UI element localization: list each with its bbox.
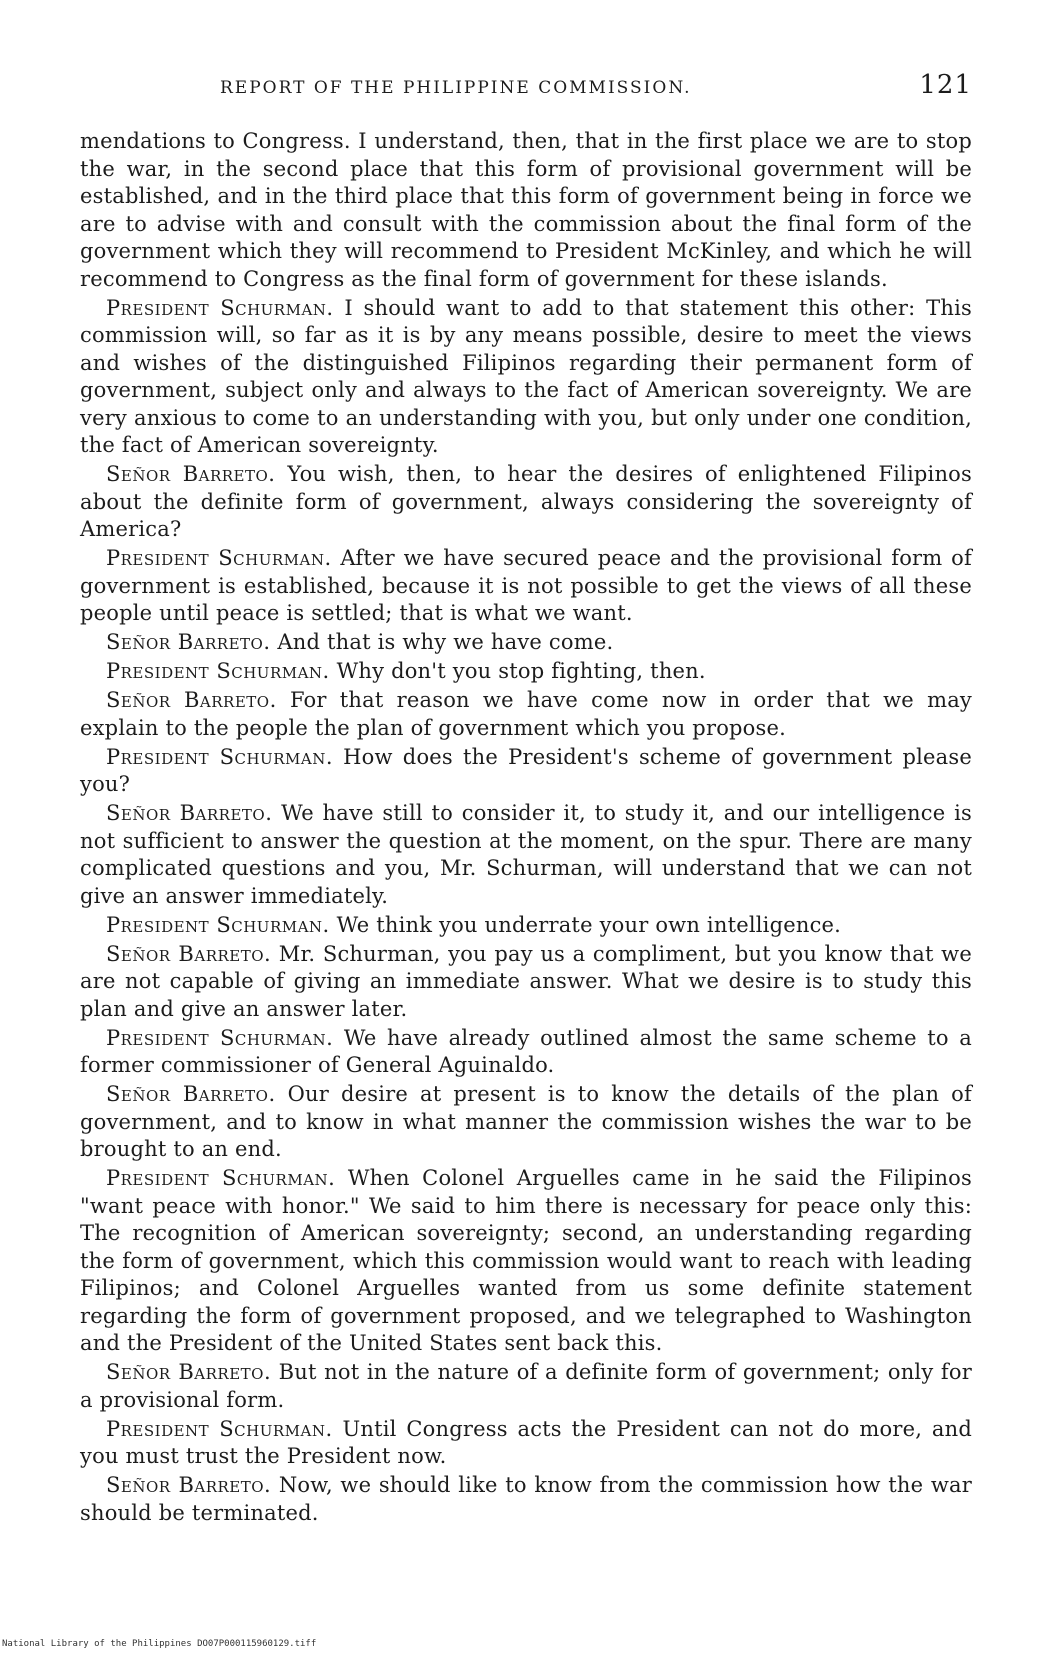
- paragraph: [80, 128, 972, 293]
- page-header: [80, 70, 972, 110]
- paragraph: [80, 1165, 972, 1358]
- speaker-name: President Schurman.: [106, 1025, 334, 1050]
- paragraph-text: We have already outlined almost the same scheme to a former commissioner of General Aguinaldo.: [80, 1025, 972, 1077]
- speaker-name: Señor Barreto.: [106, 1082, 276, 1106]
- scan-label: National Library of the Philippines DO07P000115960129.tiff: [2, 1639, 317, 1649]
- paragraph: [80, 800, 972, 910]
- paragraph: [80, 744, 972, 799]
- paragraph: [80, 1081, 972, 1164]
- page-number: 121: [919, 70, 972, 100]
- paragraph-text: We have still to consider it, to study it, and our intelligence is not sufficient to answer the question at the moment, on the spur. There are many complicated questions and you, Mr. Schurman, will understand that we can not give an answer immediately.: [80, 801, 972, 908]
- paragraph-text: And that is why we have come.: [277, 630, 614, 654]
- paragraph: [80, 461, 972, 544]
- speaker-name: President Schurman.: [106, 295, 334, 320]
- paragraph-text: But not in the nature of a definite form of government; only for a provisional form.: [80, 1360, 972, 1412]
- paragraph-text: Our desire at present is to know the details of the plan of government, and to know in what manner the commission wishes the war to be brought to an end.: [80, 1082, 972, 1161]
- paragraph: [80, 1025, 972, 1080]
- speaker-name: President Schurman.: [106, 1166, 336, 1190]
- paragraph: [80, 941, 972, 1024]
- speaker-name: President Schurman.: [106, 659, 330, 683]
- paragraph-text: Why don't you stop fighting, then.: [336, 659, 706, 683]
- speaker-name: Señor Barreto.: [106, 801, 273, 825]
- speaker-name: President Schurman.: [106, 912, 330, 937]
- paragraph: [80, 658, 972, 686]
- speaker-name: Señor Barreto.: [106, 688, 277, 712]
- running-head: REPORT OF THE PHILIPPINE COMMISSION.: [220, 78, 692, 98]
- paragraph-text: When Colonel Arguelles came in he said the Filipinos "want peace with honor." We said to him there is necessary for peace only this: The recognition of American sovereignty; second, an understanding regarding the form of government, which this commission would want to reach with leading Filipinos; and Colonel Arguelles wanted from us some definite statement regarding the form of government proposed, and we telegraphed to Washington and the President of the United States sent back this.: [80, 1166, 972, 1355]
- paragraph-text: How does the President's scheme of government please you?: [80, 744, 972, 796]
- paragraph-text: mendations to Congress. I understand, then, that in the first place we are to stop the war, in the second place that this form of provisional government will be established, and in the third place that this form of government being in force we are to advise with and consult with the commission about the final form of the government which they will recommend to President McKinley, and which he will recommend to Congress as the final form of government for these islands.: [80, 129, 972, 291]
- paragraph-text: After we have secured peace and the provisional form of government is established, because it is not possible to get the views of all these people until peace is settled; that is what we want.: [80, 546, 972, 625]
- paragraph: [80, 629, 972, 657]
- paragraph-text: Until Congress acts the President can not do more, and you must trust the President now.: [80, 1416, 972, 1468]
- paragraph: [80, 912, 972, 940]
- speaker-name: President Schurman.: [106, 744, 333, 769]
- paragraph: [80, 1359, 972, 1414]
- speaker-name: President Schurman.: [106, 1416, 333, 1441]
- paragraph-text: We think you underrate your own intelligence.: [336, 912, 842, 937]
- speaker-name: Señor Barreto.: [106, 1473, 272, 1497]
- paragraph-text: Mr. Schurman, you pay us a compliment, but you know that we are not capable of giving an immediate answer. What we desire is to study this plan and give an answer later.: [80, 941, 972, 1021]
- scan-footer: [0, 1633, 1064, 1658]
- paragraph: [80, 545, 972, 628]
- paragraph-text: For that reason we have come now in order that we may explain to the people the plan of government which you propose.: [80, 688, 972, 740]
- speaker-name: Señor Barreto.: [106, 462, 276, 486]
- speaker-name: Señor Barreto.: [106, 941, 272, 966]
- paragraph: [80, 1472, 972, 1527]
- paragraph: [80, 295, 972, 460]
- paragraph: [80, 687, 972, 742]
- speaker-name: Señor Barreto.: [106, 1360, 272, 1384]
- speaker-name: Señor Barreto.: [106, 630, 271, 654]
- paragraph-text: You wish, then, to hear the desires of enlightened Filipinos about the definite form of government, always considering the sovereignty of America?: [80, 462, 972, 541]
- paragraph-text: I should want to add to that statement this other: This commission will, so far as it is by any means possible, desire to meet the views and wishes of the distinguished Filipinos regarding their permanent form of government, subject only and always to the fact of American sovereignty. We are very anxious to come to an understanding with you, but only under one condition, the fact of American sovereignty.: [80, 295, 972, 457]
- paragraph: [80, 1416, 972, 1471]
- body-text: [80, 128, 972, 1529]
- paragraph-text: Now, we should like to know from the commission how the war should be terminated.: [80, 1473, 972, 1525]
- speaker-name: President Schurman.: [106, 546, 332, 570]
